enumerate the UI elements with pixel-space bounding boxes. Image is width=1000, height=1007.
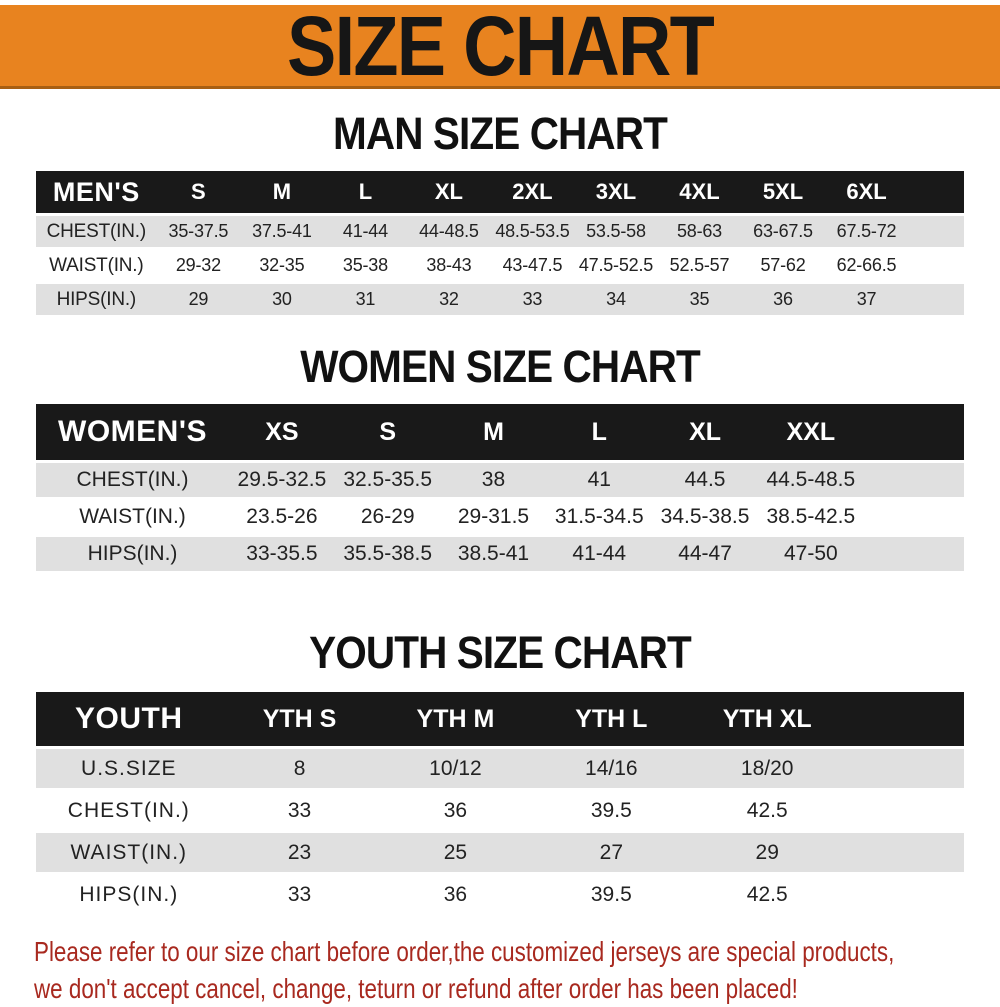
row-filler — [845, 791, 964, 830]
row-filler — [908, 216, 964, 247]
size-value: 18/20 — [689, 749, 845, 788]
size-value: 38.5-42.5 — [758, 500, 864, 534]
size-value: 43-47.5 — [491, 250, 575, 281]
row-label: CHEST(IN.) — [36, 216, 157, 247]
order-notice — [34, 933, 1000, 1007]
size-column-header: YTH XL — [689, 692, 845, 746]
row-label: HIPS(IN.) — [36, 875, 222, 914]
size-value: 31.5-34.5 — [546, 500, 652, 534]
size-value: 29 — [157, 284, 241, 315]
row-filler — [864, 537, 964, 571]
size-column-header: 4XL — [658, 171, 742, 213]
size-value: 41 — [546, 463, 652, 497]
table-row — [36, 833, 964, 872]
banner-title: SIZE CHART — [287, 0, 713, 93]
size-value: 33-35.5 — [229, 537, 335, 571]
size-value: 42.5 — [689, 791, 845, 830]
size-column-header: M — [240, 171, 324, 213]
size-value: 44.5-48.5 — [758, 463, 864, 497]
size-value: 41-44 — [546, 537, 652, 571]
row-label: U.S.SIZE — [36, 749, 222, 788]
size-column-header: YTH S — [222, 692, 378, 746]
size-value: 33 — [491, 284, 575, 315]
size-value: 53.5-58 — [574, 216, 658, 247]
size-value: 58-63 — [658, 216, 742, 247]
size-value: 29.5-32.5 — [229, 463, 335, 497]
size-value: 41-44 — [324, 216, 408, 247]
size-column-header: 2XL — [491, 171, 575, 213]
row-filler — [845, 875, 964, 914]
size-column-header: S — [335, 404, 441, 460]
size-value: 29-32 — [157, 250, 241, 281]
men-size-table — [36, 168, 964, 318]
women-size-table — [36, 401, 964, 574]
size-value: 34 — [574, 284, 658, 315]
size-column-header: S — [157, 171, 241, 213]
size-value: 26-29 — [335, 500, 441, 534]
size-column-header: L — [546, 404, 652, 460]
size-value: 44.5 — [652, 463, 758, 497]
size-value: 32-35 — [240, 250, 324, 281]
size-value: 23 — [222, 833, 378, 872]
size-column-header: XS — [229, 404, 335, 460]
row-label: HIPS(IN.) — [36, 537, 229, 571]
row-label: WAIST(IN.) — [36, 833, 222, 872]
size-value: 23.5-26 — [229, 500, 335, 534]
header-filler — [845, 692, 964, 746]
size-column-header: YTH L — [533, 692, 689, 746]
table-row — [36, 500, 964, 534]
size-value: 35.5-38.5 — [335, 537, 441, 571]
table-row — [36, 791, 964, 830]
size-column-header: XL — [407, 171, 491, 213]
size-value: 38-43 — [407, 250, 491, 281]
table-row — [36, 250, 964, 281]
size-column-header: M — [441, 404, 547, 460]
row-label: HIPS(IN.) — [36, 284, 157, 315]
size-value: 62-66.5 — [825, 250, 909, 281]
row-filler — [864, 500, 964, 534]
size-value: 44-47 — [652, 537, 758, 571]
header-row — [36, 692, 964, 746]
size-value: 10/12 — [377, 749, 533, 788]
size-value: 37 — [825, 284, 909, 315]
row-filler — [908, 284, 964, 315]
size-value: 39.5 — [533, 875, 689, 914]
size-value: 37.5-41 — [240, 216, 324, 247]
size-value: 34.5-38.5 — [652, 500, 758, 534]
table-corner-label: WOMEN'S — [36, 404, 229, 460]
header-filler — [864, 404, 964, 460]
row-label: WAIST(IN.) — [36, 250, 157, 281]
table-row — [36, 284, 964, 315]
size-value: 67.5-72 — [825, 216, 909, 247]
size-value: 36 — [741, 284, 825, 315]
row-label: WAIST(IN.) — [36, 500, 229, 534]
size-value: 36 — [377, 791, 533, 830]
size-value: 42.5 — [689, 875, 845, 914]
header-row — [36, 171, 964, 213]
header-filler — [908, 171, 964, 213]
row-filler — [864, 463, 964, 497]
size-value: 29-31.5 — [441, 500, 547, 534]
youth-section-heading: YOUTH SIZE CHART — [309, 627, 691, 678]
size-value: 44-48.5 — [407, 216, 491, 247]
size-column-header: XXL — [758, 404, 864, 460]
table-corner-label: MEN'S — [36, 171, 157, 213]
size-column-header: XL — [652, 404, 758, 460]
size-value: 48.5-53.5 — [491, 216, 575, 247]
header-row — [36, 404, 964, 460]
size-value: 35 — [658, 284, 742, 315]
table-row — [36, 216, 964, 247]
row-filler — [908, 250, 964, 281]
size-value: 52.5-57 — [658, 250, 742, 281]
youth-size-table — [36, 689, 964, 917]
size-value: 38 — [441, 463, 547, 497]
size-value: 8 — [222, 749, 378, 788]
row-filler — [845, 833, 964, 872]
size-value: 30 — [240, 284, 324, 315]
size-value: 27 — [533, 833, 689, 872]
size-value: 57-62 — [741, 250, 825, 281]
size-value: 47-50 — [758, 537, 864, 571]
size-chart-banner — [0, 0, 1000, 93]
row-filler — [845, 749, 964, 788]
table-row — [36, 749, 964, 788]
women-section-heading: WOMEN SIZE CHART — [300, 341, 700, 392]
size-value: 32.5-35.5 — [335, 463, 441, 497]
size-value: 33 — [222, 875, 378, 914]
row-label: CHEST(IN.) — [36, 791, 222, 830]
table-corner-label: YOUTH — [36, 692, 222, 746]
size-column-header: YTH M — [377, 692, 533, 746]
table-row — [36, 537, 964, 571]
size-value: 25 — [377, 833, 533, 872]
size-column-header: L — [324, 171, 408, 213]
size-value: 63-67.5 — [741, 216, 825, 247]
notice-line-2: we don't accept cancel, change, teturn or refund after order has been placed! — [34, 973, 798, 1004]
notice-line-1: Please refer to our size chart before order,the customized jerseys are special products, — [34, 936, 895, 967]
men-section-heading: MAN SIZE CHART — [333, 108, 667, 159]
size-value: 38.5-41 — [441, 537, 547, 571]
table-row — [36, 463, 964, 497]
size-value: 39.5 — [533, 791, 689, 830]
size-value: 14/16 — [533, 749, 689, 788]
size-value: 32 — [407, 284, 491, 315]
size-value: 47.5-52.5 — [574, 250, 658, 281]
table-row — [36, 875, 964, 914]
size-value: 35-37.5 — [157, 216, 241, 247]
row-label: CHEST(IN.) — [36, 463, 229, 497]
size-column-header: 6XL — [825, 171, 909, 213]
size-value: 31 — [324, 284, 408, 315]
size-value: 35-38 — [324, 250, 408, 281]
size-value: 29 — [689, 833, 845, 872]
size-value: 33 — [222, 791, 378, 830]
size-column-header: 5XL — [741, 171, 825, 213]
size-column-header: 3XL — [574, 171, 658, 213]
size-value: 36 — [377, 875, 533, 914]
